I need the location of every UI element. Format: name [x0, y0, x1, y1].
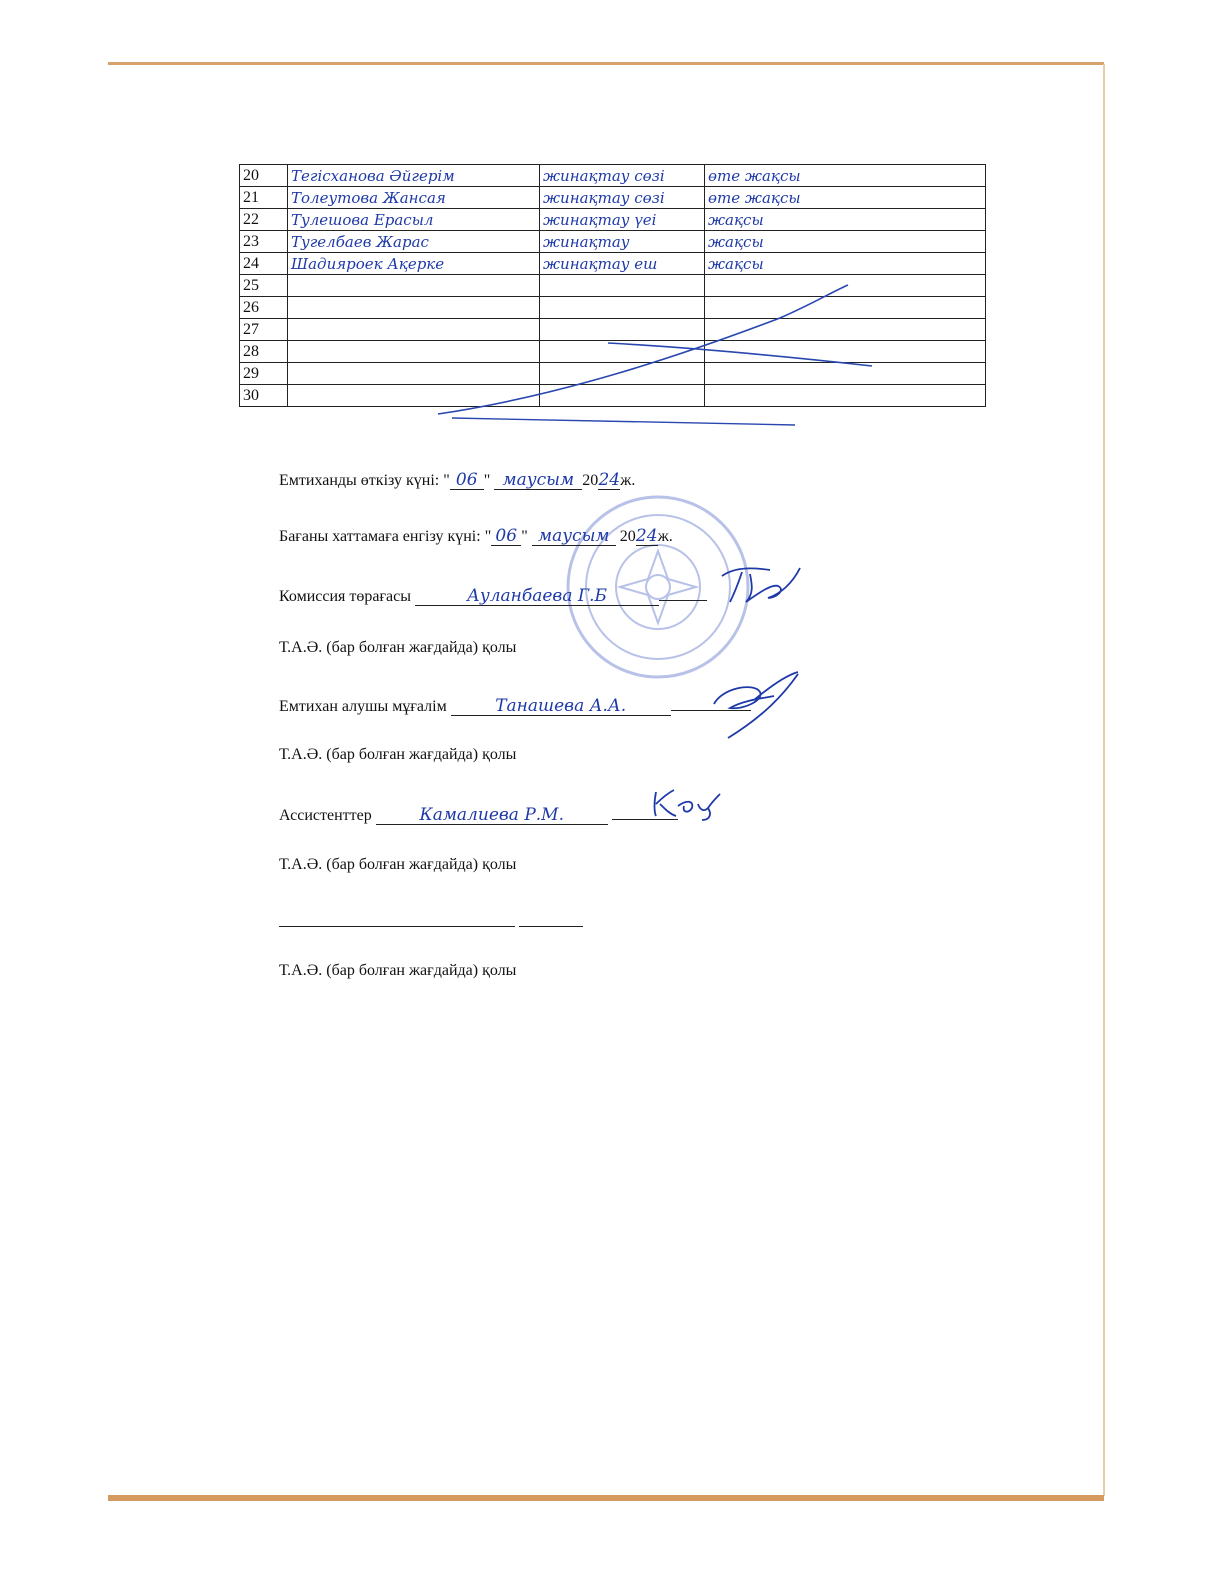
fio-caption-4: Т.А.Ә. (бар болған жағдайда) қолы	[279, 962, 517, 979]
grade-value: жақсы	[705, 231, 986, 253]
teacher-name: Танашева А.А.	[451, 697, 671, 716]
grade-value	[705, 297, 986, 319]
paper-edge-top	[108, 62, 1104, 65]
student-name	[288, 363, 540, 385]
grade-value: өте жақсы	[705, 165, 986, 187]
row-number: 23	[240, 231, 288, 253]
row-number: 21	[240, 187, 288, 209]
exam-day: 06	[450, 471, 484, 490]
entry-month: маусым	[532, 527, 616, 546]
table-row	[240, 341, 986, 363]
assistant-name: Камалиева Р.М.	[376, 806, 608, 825]
row-number: 24	[240, 253, 288, 275]
assistant-signature	[648, 786, 724, 822]
student-name	[288, 319, 540, 341]
exam-form: жинақтау үеі	[540, 209, 705, 231]
student-name	[288, 385, 540, 407]
student-name: Тегісханова Әйгерім	[288, 165, 540, 187]
grade-value	[705, 363, 986, 385]
exam-date-line: Емтиханды өткізу күні: " 06 " маусым 2024ж.	[279, 470, 636, 490]
table-row	[240, 319, 986, 341]
table-row	[240, 165, 986, 187]
chairman-name: Ауланбаева Г.Б	[415, 587, 659, 606]
student-name	[288, 341, 540, 363]
row-number: 28	[240, 341, 288, 363]
grade-value	[705, 319, 986, 341]
exam-form	[540, 319, 705, 341]
table-row	[240, 297, 986, 319]
table-row	[240, 187, 986, 209]
table-row	[240, 275, 986, 297]
student-name: Толеутова Жансая	[288, 187, 540, 209]
blank-signature-field	[519, 908, 583, 927]
row-number: 22	[240, 209, 288, 231]
exam-form: жинақтау сөзі	[540, 165, 705, 187]
table-row	[240, 363, 986, 385]
fio-caption-3: Т.А.Ә. (бар болған жағдайда) қолы	[279, 856, 517, 873]
exam-form	[540, 275, 705, 297]
chairman-signature-blank	[659, 582, 707, 601]
teacher-line: Емтихан алушы мұғалім Танашева А.А.	[279, 692, 751, 717]
row-number: 30	[240, 385, 288, 407]
table-row	[240, 231, 986, 253]
student-name	[288, 275, 540, 297]
table-row	[240, 385, 986, 407]
row-number: 29	[240, 363, 288, 385]
exam-year: 24	[598, 470, 621, 490]
exam-form	[540, 385, 705, 407]
grade-value	[705, 341, 986, 363]
student-name: Шадияроек Ақерке	[288, 253, 540, 275]
grade-value: жақсы	[705, 253, 986, 275]
grade-value: өте жақсы	[705, 187, 986, 209]
row-number: 25	[240, 275, 288, 297]
blank-signature-line	[279, 908, 583, 933]
grade-value	[705, 385, 986, 407]
exam-form	[540, 341, 705, 363]
paper-edge-right	[1103, 64, 1105, 1496]
paper-edge-bottom	[108, 1495, 1104, 1501]
table-row	[240, 253, 986, 275]
grades-table	[239, 164, 986, 407]
fio-caption-1: Т.А.Ә. (бар болған жағдайда) қолы	[279, 639, 517, 656]
grade-value: жақсы	[705, 209, 986, 231]
entry-year: 24	[635, 526, 658, 546]
chairman-line: Комиссия төрағасы Ауланбаева Г.Б	[279, 582, 707, 607]
row-number: 27	[240, 319, 288, 341]
exam-month: маусым	[494, 471, 582, 490]
exam-form: жинақтау	[540, 231, 705, 253]
blank-name-field	[279, 908, 515, 927]
grade-value	[705, 275, 986, 297]
exam-form	[540, 297, 705, 319]
row-number: 20	[240, 165, 288, 187]
entry-day: 06	[491, 527, 521, 546]
grade-entry-date-line: Бағаны хаттамаға енгізу күні: " 06 " маусым 2024ж.	[279, 526, 673, 546]
exam-form: жинақтау сөзі	[540, 187, 705, 209]
table-row	[240, 209, 986, 231]
exam-form	[540, 363, 705, 385]
row-number: 26	[240, 297, 288, 319]
student-name	[288, 297, 540, 319]
student-name: Тугелбаев Жарас	[288, 231, 540, 253]
grades-table-body	[240, 165, 986, 407]
teacher-signature	[704, 670, 804, 740]
assistants-line: Ассистенттер Камалиева Р.М.	[279, 801, 678, 826]
fio-caption-2: Т.А.Ә. (бар болған жағдайда) қолы	[279, 746, 517, 763]
student-name: Тулешова Ерасыл	[288, 209, 540, 231]
chairman-signature	[716, 562, 806, 606]
exam-form: жинақтау еш	[540, 253, 705, 275]
